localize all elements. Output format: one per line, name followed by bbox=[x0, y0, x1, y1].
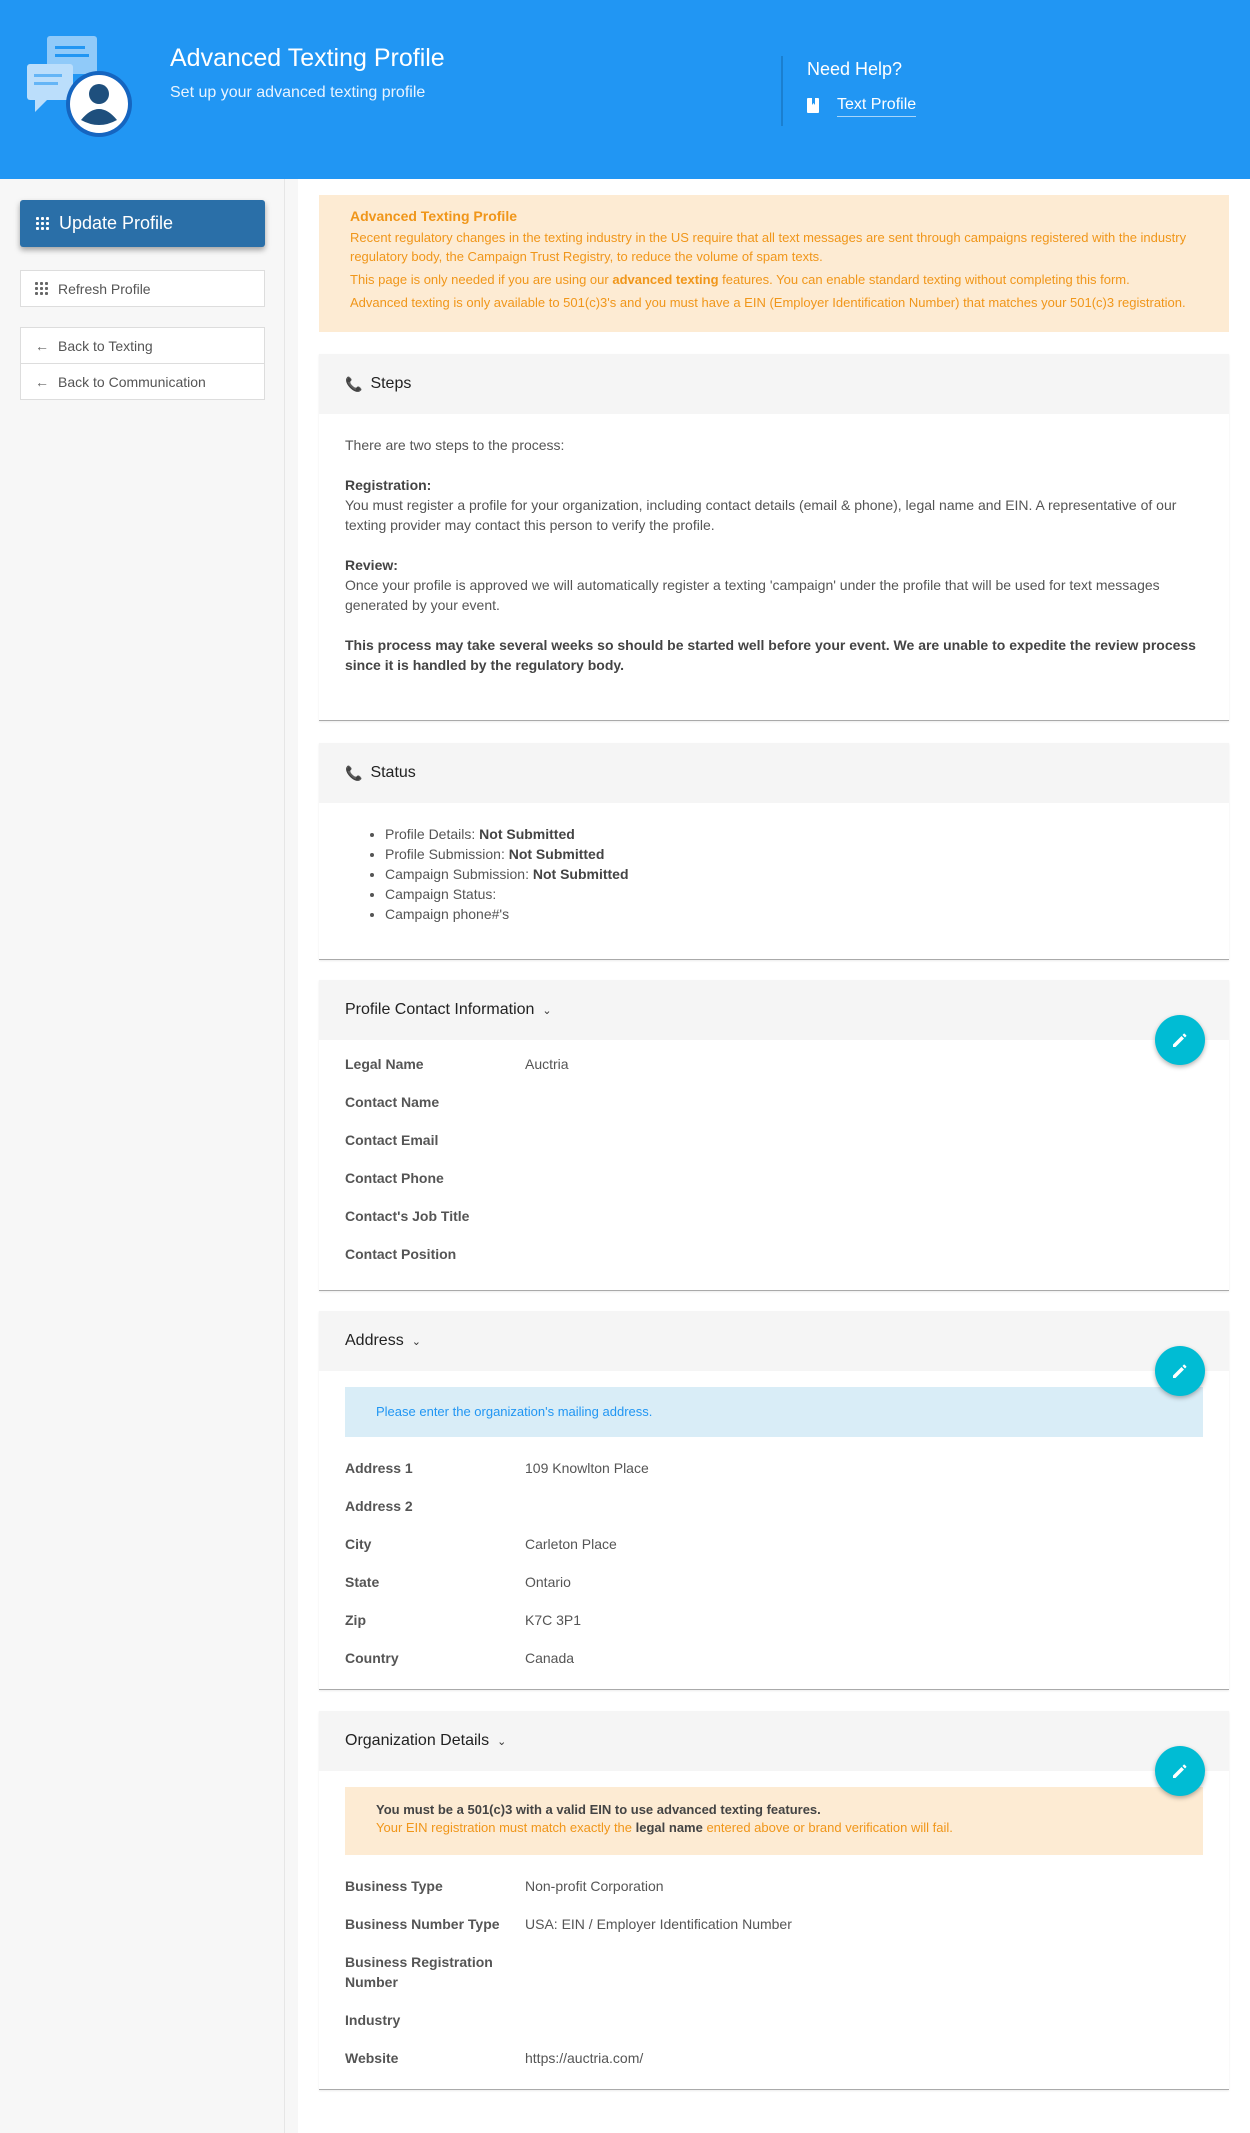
notice-line-3: Advanced texting is only available to 501(c)3's and you must have a EIN (Employer Identification Number) that matches your 501(c)3 registration. bbox=[350, 295, 1186, 310]
status-item-label: Profile Details: bbox=[385, 826, 480, 842]
registration-label: Registration: bbox=[345, 477, 432, 493]
refresh-profile-label: Refresh Profile bbox=[58, 280, 151, 297]
org-body bbox=[319, 1771, 1229, 2097]
help-link-text-profile[interactable] bbox=[807, 92, 916, 120]
field-label: Business Registration Number bbox=[345, 1954, 493, 1990]
field-value: Non-profit Corporation bbox=[525, 1878, 664, 1894]
status-item bbox=[385, 824, 1203, 844]
chevron-down-icon: ⌄ bbox=[542, 1004, 552, 1017]
contact-body bbox=[319, 1040, 1229, 1293]
status-item-label: Campaign phone#'s bbox=[385, 906, 510, 922]
notice-line-2-bold: advanced texting bbox=[612, 272, 719, 287]
address-card bbox=[319, 1311, 1229, 1690]
steps-review bbox=[345, 555, 1203, 615]
steps-warning-text: This process may take several weeks so should be started well before your event. We are unable to expedite the review process since it is handled by the regulatory body. bbox=[345, 637, 1196, 673]
field-value: 109 Knowlton Place bbox=[525, 1460, 649, 1476]
contact-row-phone bbox=[345, 1159, 1203, 1197]
org-row bbox=[345, 1943, 1203, 2001]
field-label: Contact Position bbox=[345, 1246, 457, 1262]
contact-row-position bbox=[345, 1235, 1203, 1273]
org-warning-title: You must be a 501(c)3 with a valid EIN to use advanced texting features. bbox=[376, 1802, 821, 1817]
refresh-profile-button[interactable] bbox=[20, 270, 265, 307]
phone-icon: 📞 bbox=[345, 764, 363, 781]
review-text: Once your profile is approved we will automatically register a texting 'campaign' under the profile that will be used for text messages generated by your event. bbox=[345, 577, 1160, 613]
steps-intro: There are two steps to the process: bbox=[345, 437, 565, 453]
status-card bbox=[319, 743, 1229, 960]
regulatory-notice bbox=[319, 195, 1229, 332]
page-title: Advanced Texting Profile bbox=[170, 44, 445, 72]
field-value: Auctria bbox=[525, 1056, 569, 1072]
edit-address-button[interactable] bbox=[1155, 1346, 1205, 1396]
contact-row-legal-name bbox=[345, 1045, 1203, 1083]
chevron-down-icon: ⌄ bbox=[497, 1735, 507, 1748]
org-card bbox=[319, 1711, 1229, 2090]
field-label: Contact Name bbox=[345, 1094, 440, 1110]
org-row bbox=[345, 2001, 1203, 2039]
pencil-icon bbox=[1170, 1030, 1190, 1050]
update-profile-button[interactable] bbox=[20, 200, 265, 247]
edit-org-button[interactable] bbox=[1155, 1746, 1205, 1796]
contact-title: Profile Contact Information bbox=[345, 1001, 535, 1018]
field-label: Address 2 bbox=[345, 1498, 413, 1514]
steps-body bbox=[319, 414, 1229, 715]
review-label: Review: bbox=[345, 557, 398, 573]
org-warning-pre: Your EIN registration must match exactly the bbox=[376, 1820, 636, 1835]
help-link-label: Text Profile bbox=[837, 96, 916, 117]
status-title: Status bbox=[370, 764, 416, 781]
field-label: Website bbox=[345, 2050, 399, 2066]
back-to-texting-link[interactable] bbox=[20, 327, 265, 364]
org-row bbox=[345, 1905, 1203, 1943]
org-header[interactable] bbox=[319, 1711, 1229, 1771]
contact-row-name bbox=[345, 1083, 1203, 1121]
address-row bbox=[345, 1487, 1203, 1525]
field-label: Address 1 bbox=[345, 1460, 413, 1476]
steps-registration bbox=[345, 475, 1203, 535]
status-item-value: Not Submitted bbox=[508, 846, 605, 862]
arrow-left-icon: ← bbox=[35, 337, 49, 354]
status-header bbox=[319, 743, 1229, 803]
field-label: Contact's Job Title bbox=[345, 1208, 470, 1224]
status-item-label: Campaign Submission: bbox=[385, 866, 533, 882]
field-label: Legal Name bbox=[345, 1056, 424, 1072]
status-item-label: Profile Submission: bbox=[385, 846, 509, 862]
sidebar bbox=[0, 179, 285, 2133]
header-divider bbox=[781, 56, 783, 126]
field-label: Industry bbox=[345, 2012, 401, 2028]
field-value: Ontario bbox=[525, 1574, 571, 1590]
status-item bbox=[385, 904, 1203, 924]
org-warning-post: entered above or brand verification will fail. bbox=[702, 1820, 953, 1835]
field-label: Contact Phone bbox=[345, 1170, 444, 1186]
status-item-value: Not Submitted bbox=[479, 826, 575, 842]
address-info-box: Please enter the organization's mailing address. bbox=[345, 1387, 1203, 1437]
update-profile-label: Update Profile bbox=[59, 213, 174, 233]
field-label: Zip bbox=[345, 1612, 366, 1628]
notice-line-2-pre: This page is only needed if you are using our bbox=[350, 272, 613, 287]
notice-line-2-post: features. You can enable standard texting without completing this form. bbox=[718, 272, 1130, 287]
edit-contact-button[interactable] bbox=[1155, 1015, 1205, 1065]
notice-line-1: Recent regulatory changes in the texting industry in the US require that all text messages are sent through campaigns registered with the industry regulatory body, the Campaign Trust Registry, to reduce the volume of spam texts. bbox=[350, 230, 1187, 264]
pencil-icon bbox=[1170, 1761, 1190, 1781]
field-label: Business Number Type bbox=[345, 1916, 500, 1932]
org-row bbox=[345, 1867, 1203, 1905]
status-list bbox=[345, 824, 1203, 924]
status-body bbox=[319, 803, 1229, 944]
status-item bbox=[385, 864, 1203, 884]
contact-row-email bbox=[345, 1121, 1203, 1159]
status-item-label: Campaign Status: bbox=[385, 886, 497, 902]
steps-title: Steps bbox=[370, 375, 412, 392]
address-header[interactable] bbox=[319, 1311, 1229, 1371]
status-item-value: Not Submitted bbox=[532, 866, 629, 882]
address-title: Address bbox=[345, 1332, 404, 1349]
field-value: Carleton Place bbox=[525, 1536, 617, 1552]
address-row bbox=[345, 1449, 1203, 1487]
arrow-left-icon: ← bbox=[35, 373, 49, 390]
notice-title: Advanced Texting Profile bbox=[350, 208, 517, 224]
field-value: USA: EIN / Employer Identification Number bbox=[525, 1916, 792, 1932]
back-to-texting-label: Back to Texting bbox=[58, 337, 153, 354]
chat-user-logo-icon bbox=[25, 34, 135, 139]
org-warning-bold: legal name bbox=[635, 1820, 703, 1835]
org-title: Organization Details bbox=[345, 1732, 490, 1749]
org-warning-box bbox=[345, 1787, 1203, 1855]
address-row bbox=[345, 1563, 1203, 1601]
address-row bbox=[345, 1601, 1203, 1639]
pencil-icon bbox=[1170, 1361, 1190, 1381]
field-label: State bbox=[345, 1574, 380, 1590]
steps-card bbox=[319, 354, 1229, 721]
contact-header[interactable] bbox=[319, 980, 1229, 1040]
contact-row-job-title bbox=[345, 1197, 1203, 1235]
page-header bbox=[0, 0, 1250, 179]
field-label: Country bbox=[345, 1650, 399, 1666]
address-row bbox=[345, 1639, 1203, 1677]
help-title: Need Help? bbox=[807, 59, 903, 79]
phone-icon: 📞 bbox=[345, 375, 363, 392]
field-value: https://auctria.com/ bbox=[525, 2050, 644, 2066]
steps-warning bbox=[345, 635, 1203, 675]
book-icon bbox=[807, 98, 820, 114]
field-value: K7C 3P1 bbox=[525, 1612, 582, 1628]
registration-text: You must register a profile for your organization, including contact details (email & phone), legal name and EIN. A representative of our texting provider may contact this person to verify the profile. bbox=[345, 497, 1177, 533]
grid-dots-icon bbox=[36, 217, 49, 230]
address-body bbox=[319, 1371, 1229, 1697]
steps-header bbox=[319, 354, 1229, 414]
status-item bbox=[385, 884, 1203, 904]
page-subtitle: Set up your advanced texting profile bbox=[170, 84, 426, 101]
field-label: City bbox=[345, 1536, 372, 1552]
status-item bbox=[385, 844, 1203, 864]
field-value: Canada bbox=[525, 1650, 575, 1666]
back-to-communication-link[interactable] bbox=[20, 363, 265, 400]
main-content bbox=[298, 179, 1250, 2133]
field-label: Business Type bbox=[345, 1878, 443, 1894]
chevron-down-icon: ⌄ bbox=[411, 1335, 421, 1348]
back-to-communication-label: Back to Communication bbox=[58, 373, 206, 390]
grid-dots-icon bbox=[35, 282, 48, 295]
notice-line-2 bbox=[350, 270, 1198, 289]
contact-card bbox=[319, 980, 1229, 1291]
address-row bbox=[345, 1525, 1203, 1563]
field-label: Contact Email bbox=[345, 1132, 439, 1148]
org-row bbox=[345, 2039, 1203, 2077]
